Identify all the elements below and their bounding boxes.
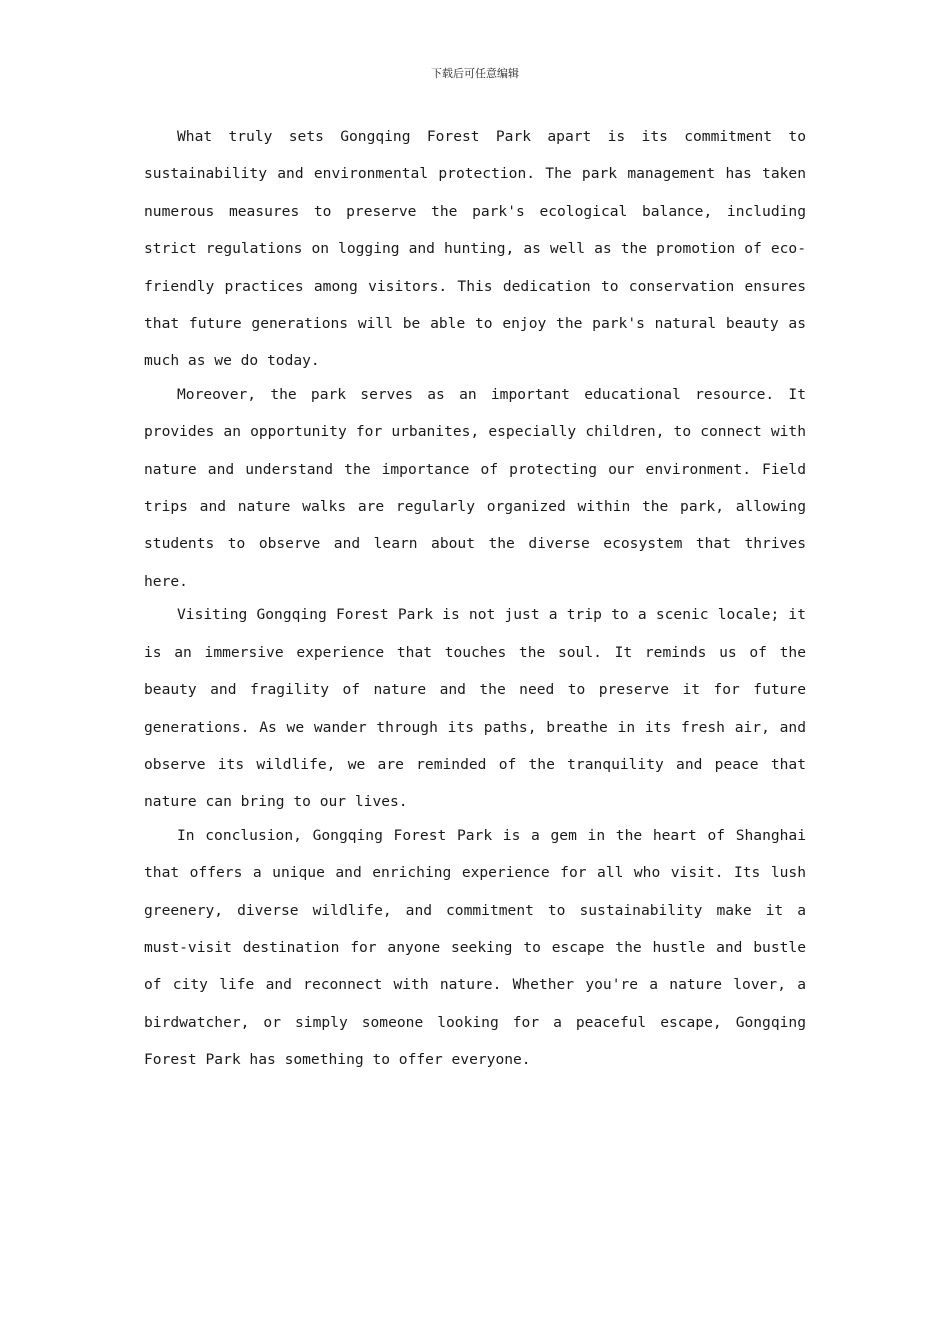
paragraph-conclusion: In conclusion, Gongqing Forest Park is a gem in the heart of Shanghai that offers a unique and enriching experience for all who visit. Its lush greenery, diverse wildlife, and commitment to sustainability make it a must-visit destination for anyone seeking to escape the hustle and bustle of city life and reconnect with nature. Whether you're a nature lover, a birdwatcher, or simply someone looking for a peaceful escape, Gongqing Forest Park has something to offer everyone. — [144, 826, 806, 1069]
document-body — [144, 118, 806, 1075]
page-header: 下载后可任意编辑 — [431, 67, 519, 80]
paragraph-experience: Visiting Gongqing Forest Park is not just a trip to a scenic locale; it is an immersive experience that touches the soul. It reminds us of the beauty and fragility of nature and the need to preserve it for future generations. As we wander through its paths, breathe in its fresh air, and observe its wildlife, we are reminded of the tranquility and peace that nature can bring to our lives. — [144, 606, 806, 811]
paragraph-sustainability: What truly sets Gongqing Forest Park apart is its commitment to sustainability and environmental protection. The park management has taken numerous measures to preserve the park's ecological balance, including strict regulations on logging and hunting, as well as the promotion of eco-friendly practices among visitors. This dedication to conservation ensures that future generations will be able to enjoy the park's natural beauty as much as we do today. — [144, 128, 806, 370]
paragraph-education: Moreover, the park serves as an important educational resource. It provides an opportunity for urbanites, especially children, to connect with nature and understand the importance of protecting our environment. Field trips and nature walks are regularly organized within the park, allowing students to observe and learn about the diverse ecosystem that thrives here. — [144, 385, 806, 590]
